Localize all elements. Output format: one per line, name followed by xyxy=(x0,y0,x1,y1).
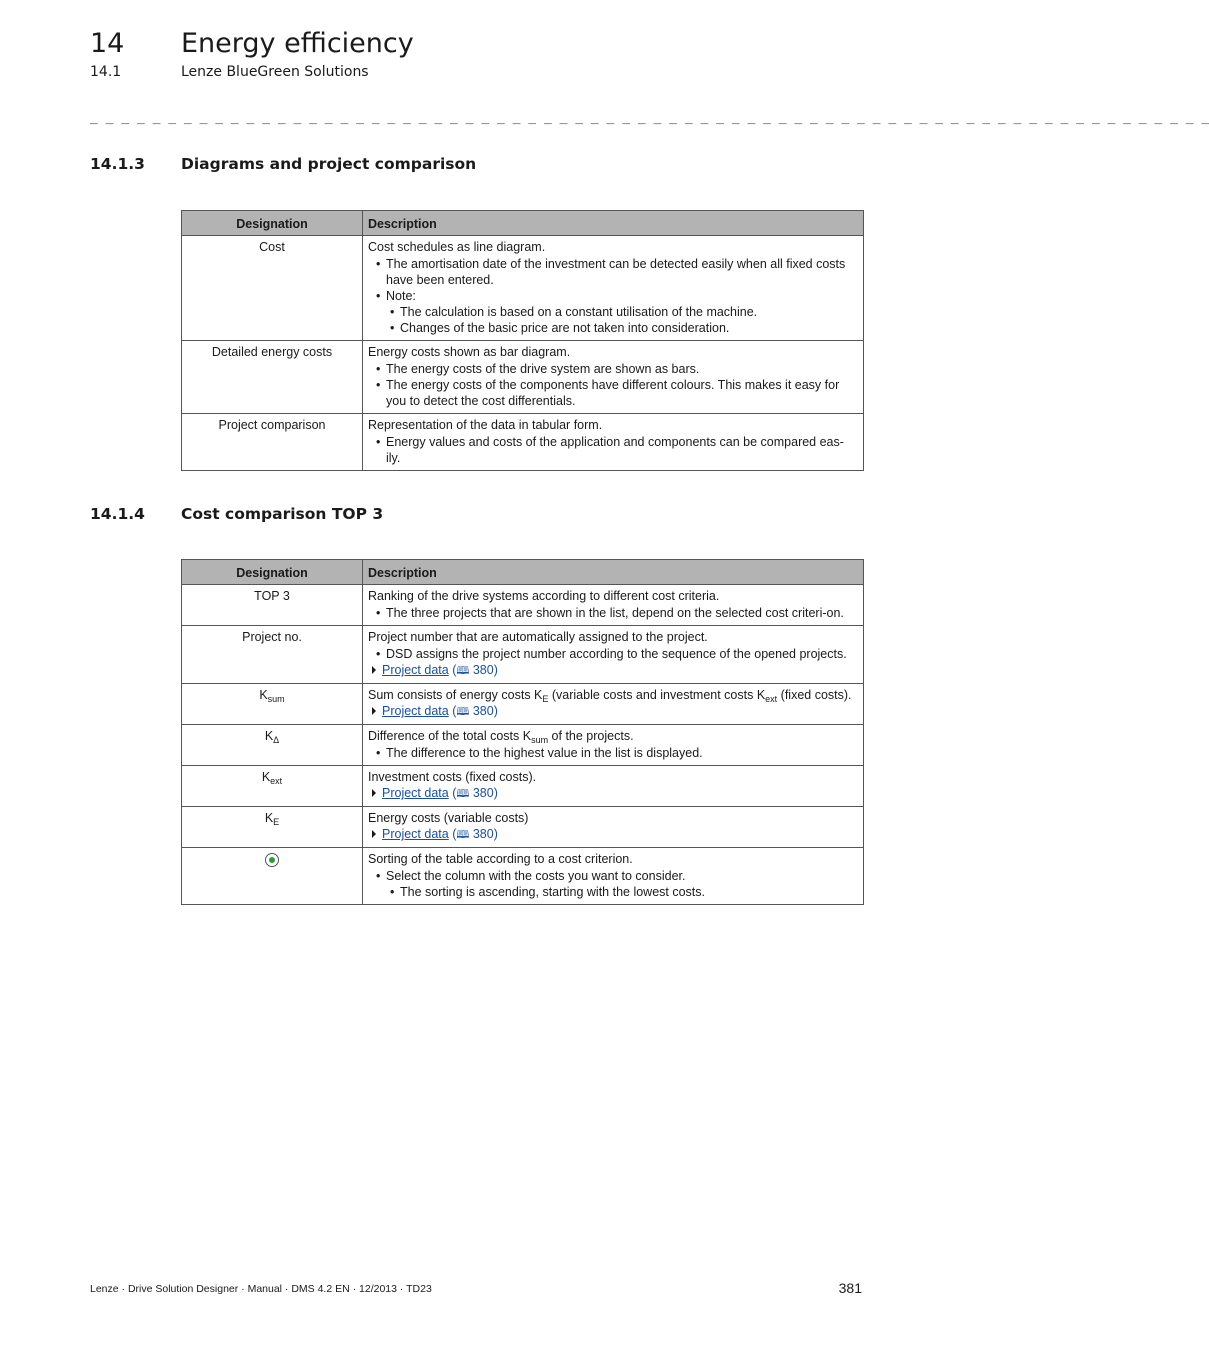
book-icon: 🕮 xyxy=(456,665,470,677)
designation-cell xyxy=(182,766,363,807)
table-row xyxy=(182,341,864,414)
book-icon: 🕮 xyxy=(456,788,470,800)
arrow-right-icon xyxy=(372,707,376,715)
description-cell xyxy=(363,807,864,848)
table-row xyxy=(182,585,864,626)
symbol-subscript: E xyxy=(273,817,280,827)
description-cell xyxy=(363,848,864,905)
symbol-subscript: Δ xyxy=(273,735,280,745)
text-part: (fixed costs). xyxy=(777,688,852,702)
description-intro: Sorting of the table according to a cost criterion. xyxy=(368,852,633,866)
table-row xyxy=(182,848,864,905)
text-subscript: E xyxy=(542,694,549,704)
ref-open: ( xyxy=(452,704,457,718)
sub-bullet-item: • The sorting is ascending, starting with the lowest costs. xyxy=(400,884,858,900)
table-row xyxy=(182,725,864,766)
table-row xyxy=(182,766,864,807)
bullet-item: • DSD assigns the project number according to the sequence of the opened projects. xyxy=(386,646,858,662)
designation-cell: TOP 3 xyxy=(182,585,363,626)
designation-cell: Cost xyxy=(182,236,363,341)
bullet-item xyxy=(386,868,858,900)
ref-open: ( xyxy=(452,827,457,841)
arrow-right-icon xyxy=(372,666,376,674)
col-description: Description xyxy=(363,211,864,236)
text-part: Difference of the total costs K xyxy=(368,729,532,743)
diagrams-table xyxy=(181,210,864,471)
ref-page[interactable]: 380) xyxy=(472,704,498,718)
table-row xyxy=(182,626,864,684)
bullet-item: • The three projects that are shown in the list, depend on the selected cost criteri-on. xyxy=(386,605,858,621)
bullet-list xyxy=(368,256,858,336)
cost-comparison-table xyxy=(181,559,864,905)
bullet-text: Note: xyxy=(386,289,416,303)
description-cell xyxy=(363,341,864,414)
ref-open: ( xyxy=(452,786,457,800)
book-icon: 🕮 xyxy=(456,829,470,841)
footer-document-info: Lenze · Drive Solution Designer · Manual · DMS 4.2 EN · 12/2013 · TD23 xyxy=(90,1283,432,1295)
cross-reference xyxy=(368,662,858,679)
sub-bullet-item: • Changes of the basic price are not taken into consideration. xyxy=(400,320,858,336)
description-intro: Energy costs (variable costs) xyxy=(368,811,529,825)
table-row xyxy=(182,684,864,725)
table-header-row xyxy=(182,560,864,585)
col-description: Description xyxy=(363,560,864,585)
subsection-number-a: 14.1.3 xyxy=(90,155,145,173)
book-icon: 🕮 xyxy=(456,706,470,718)
description-intro xyxy=(368,687,858,703)
bullet-item: • The amortisation date of the investment can be detected easily when all fixed costs have been entered. xyxy=(386,256,858,288)
symbol-k: K xyxy=(259,688,268,702)
bullet-list xyxy=(368,361,858,409)
radio-selected-icon xyxy=(265,853,279,867)
section-number: 14.1 xyxy=(90,64,122,80)
arrow-right-icon xyxy=(372,789,376,797)
designation-cell xyxy=(182,684,363,725)
section-title: Lenze BlueGreen Solutions xyxy=(181,64,369,80)
table-row xyxy=(182,236,864,341)
description-cell xyxy=(363,684,864,725)
subsection-title-a: Diagrams and project comparison xyxy=(181,155,477,173)
bullet-item: • The energy costs of the drive system are shown as bars. xyxy=(386,361,858,377)
text-subscript: ext xyxy=(765,694,778,704)
sub-bullet-list xyxy=(386,304,858,336)
project-data-link[interactable]: Project data xyxy=(382,827,449,841)
description-intro: Energy costs shown as bar diagram. xyxy=(368,345,571,359)
description-intro: Project number that are automatically assigned to the project. xyxy=(368,630,708,644)
table-header-row xyxy=(182,211,864,236)
text-part: (variable costs and investment costs K xyxy=(548,688,766,702)
description-intro: Cost schedules as line diagram. xyxy=(368,240,546,254)
bullet-list xyxy=(368,605,858,621)
description-cell xyxy=(363,626,864,684)
symbol-k: K xyxy=(264,729,274,743)
ref-page[interactable]: 380) xyxy=(472,827,498,841)
cross-reference xyxy=(368,826,858,843)
description-cell xyxy=(363,414,864,471)
description-cell xyxy=(363,236,864,341)
cross-reference xyxy=(368,703,858,720)
description-cell xyxy=(363,585,864,626)
designation-cell: Project no. xyxy=(182,626,363,684)
bullet-item: • The difference to the highest value in the list is displayed. xyxy=(386,745,858,761)
bullet-list xyxy=(368,434,858,466)
ref-open: ( xyxy=(452,663,457,677)
description-cell xyxy=(363,725,864,766)
project-data-link[interactable]: Project data xyxy=(382,786,449,800)
designation-cell: Detailed energy costs xyxy=(182,341,363,414)
sub-bullet-list xyxy=(386,884,858,900)
header-dashed-rule: _ _ _ _ _ _ _ _ _ _ _ _ _ _ _ _ _ _ _ _ _ _ _ _ _ _ _ _ _ _ _ _ _ _ _ _ _ _ _ _ _ _ _ _ _ _ _ _ _ _ _ _ _ _ _ _ _ _ _ _ _ _ _ _ _ _ _ _ _ _ _ _ xyxy=(90,110,1209,125)
text-part: of the projects. xyxy=(548,729,634,743)
ref-page[interactable]: 380) xyxy=(472,663,498,677)
chapter-title: Energy efficiency xyxy=(181,28,414,59)
symbol-subscript: sum xyxy=(267,694,285,704)
project-data-link[interactable]: Project data xyxy=(382,704,449,718)
designation-cell xyxy=(182,848,363,905)
symbol-k: K xyxy=(261,770,271,784)
text-part: Sum consists of energy costs K xyxy=(368,688,543,702)
table-row xyxy=(182,807,864,848)
description-intro: Representation of the data in tabular form. xyxy=(368,418,603,432)
col-designation: Designation xyxy=(182,211,363,236)
bullet-list xyxy=(368,868,858,900)
ref-page[interactable]: 380) xyxy=(472,786,498,800)
col-designation: Designation xyxy=(182,560,363,585)
arrow-right-icon xyxy=(372,830,376,838)
bullet-item xyxy=(386,288,858,336)
description-intro xyxy=(368,728,858,744)
description-intro: Investment costs (fixed costs). xyxy=(368,770,537,784)
bullet-item: • The energy costs of the components have different colours. This makes it easy for you to detect the cost differentials. xyxy=(386,377,858,409)
subsection-title-b: Cost comparison TOP 3 xyxy=(181,505,384,523)
cross-reference xyxy=(368,785,858,802)
table-row xyxy=(182,414,864,471)
description-intro: Ranking of the drive systems according to different cost criteria. xyxy=(368,589,720,603)
chapter-number: 14 xyxy=(90,28,125,59)
project-data-link[interactable]: Project data xyxy=(382,663,449,677)
bullet-item: • Energy values and costs of the application and components can be compared eas-ily. xyxy=(386,434,858,466)
subsection-number-b: 14.1.4 xyxy=(90,505,145,523)
symbol-subscript: ext xyxy=(270,776,283,786)
bullet-list xyxy=(368,646,858,662)
designation-cell: Project comparison xyxy=(182,414,363,471)
bullet-list xyxy=(368,745,858,761)
designation-cell xyxy=(182,725,363,766)
bullet-text: Select the column with the costs you want to consider. xyxy=(386,869,686,883)
text-subscript: sum xyxy=(531,735,549,745)
designation-cell xyxy=(182,807,363,848)
page-number: 381 xyxy=(838,1280,862,1296)
symbol-k: K xyxy=(264,811,274,825)
description-cell xyxy=(363,766,864,807)
sub-bullet-item: • The calculation is based on a constant utilisation of the machine. xyxy=(400,304,858,320)
